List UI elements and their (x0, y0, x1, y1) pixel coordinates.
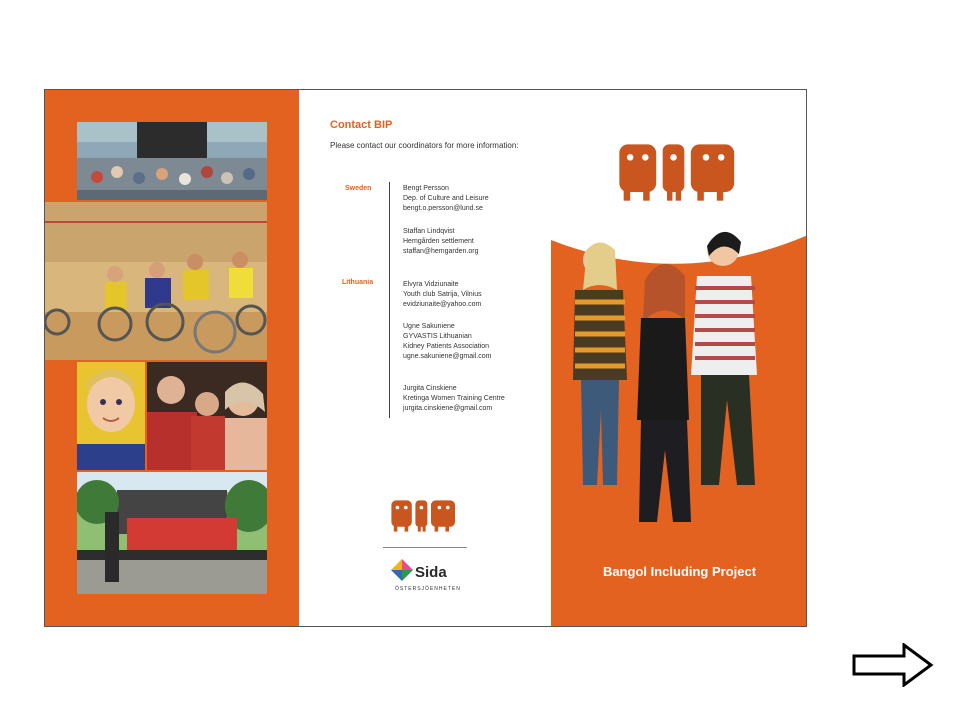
sida-logo-icon (391, 559, 413, 586)
contact-email: jurgita.cinskiene@gmail.com (403, 405, 493, 412)
contact-email: bengt.o.persson@lund.se (403, 205, 483, 212)
country-label-sweden: Sweden (345, 185, 372, 192)
brochure-page (44, 89, 807, 627)
contact-person: Ugne Sakuniene GYVASTIS Lithuanian Kidney Patients Association ugne.sakuniene@gmail.com (403, 323, 492, 360)
contact-email: evidziunaite@yahoo.com (403, 301, 482, 308)
contact-email: staffan@hemgarden.org (403, 248, 479, 255)
sida-unit-text: ÖSTERSJÖENHETEN (395, 586, 461, 592)
photo-group-indoors (147, 362, 267, 470)
country-label-lithuania: Lithuania (342, 279, 374, 286)
logo-divider-line (383, 547, 467, 548)
cover-panel (551, 90, 807, 626)
project-title: Bangol Including Project (602, 564, 757, 579)
bip-logo-large (615, 140, 745, 210)
contact-person: Bengt Persson Dep. of Culture and Leisure bengt.o.persson@lund.se (403, 185, 489, 212)
right-arrow-icon (852, 643, 934, 687)
contact-subtitle: Please contact our coordinators for more information: (330, 141, 519, 150)
contact-panel (299, 90, 551, 626)
contact-person: Staffan Lindqvist Hemgården settlement staffan@hemgarden.org (403, 228, 479, 255)
photo-wheelchair-basketball (45, 202, 267, 360)
photo-collage-panel (45, 90, 299, 626)
bip-logo-small (389, 498, 461, 539)
photo-outdoor-event (77, 122, 267, 200)
contact-divider-line (389, 182, 390, 418)
next-slide-button[interactable] (852, 643, 934, 687)
contact-person: Elvyra Vidziunaite Youth club Satrija, Vilnius evidziunaite@yahoo.com (403, 281, 482, 308)
photo-girl-portrait (77, 362, 145, 470)
contact-title: Contact BIP (330, 119, 393, 131)
sida-logo-text: Sida (415, 564, 447, 581)
contact-email: ugne.sakuniene@gmail.com (403, 353, 492, 360)
photo-choir-outdoors (77, 472, 267, 594)
contact-person: Jurgita Cinskiene Kretinga Women Training Centre jurgita.cinskiene@gmail.com (403, 385, 505, 412)
